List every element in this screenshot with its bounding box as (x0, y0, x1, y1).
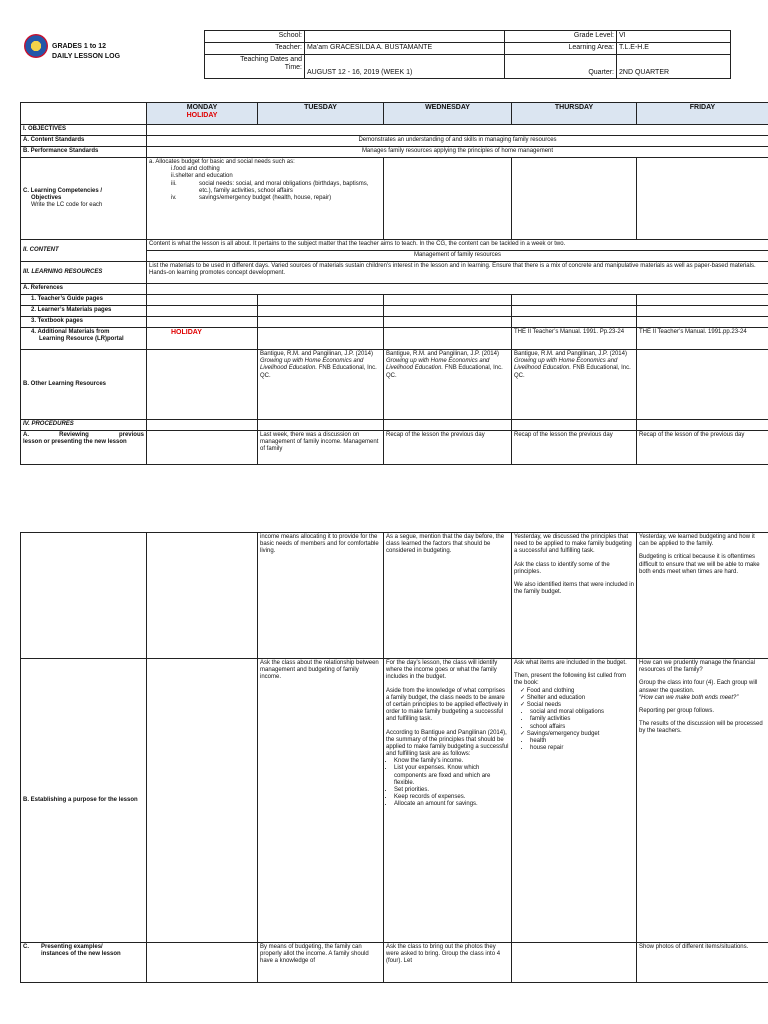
additional-thursday: THE II Teacher’s Manual. 1991. Pp.23-24 (512, 328, 637, 350)
presenting-examples-label (21, 943, 147, 983)
budget-item-food: ✓ Food and clothing (520, 687, 575, 694)
competency-iii-text: social needs: social, and moral obligations (birthdays, baptisms, etc.), family activities, school affairs (199, 180, 369, 194)
purpose-fri-para-2: Group the class into four (4). Each group will answer the question. (639, 680, 758, 694)
tb-wed (384, 317, 512, 328)
additional-monday-holiday: HOLIDAY (147, 328, 258, 350)
school-value (305, 31, 505, 43)
competency-iv-text: savings/emergency budget (health, house, repair) (199, 194, 332, 201)
document-title (52, 42, 120, 62)
competencies-thursday (512, 158, 637, 240)
other-mon (147, 350, 258, 420)
competencies-friday (637, 158, 768, 240)
performance-standards-label: B. Performance Standards (21, 147, 147, 158)
lm-tue (258, 306, 384, 317)
review-friday: Recap of the lesson of the previous day (637, 431, 768, 465)
principle-item: • Keep records of expenses. (394, 794, 509, 801)
school-label: School: (205, 31, 305, 43)
content-label: II. CONTENT (21, 240, 147, 262)
content-topic: Management of family resources (147, 251, 768, 262)
performance-standards-text: Manages family resources applying the principles of home management (147, 147, 768, 158)
grade-level-value: VI (617, 31, 731, 43)
principle-item: • Know the family’s income. (394, 758, 509, 765)
learning-area-value: T.L.E-H.E (617, 43, 731, 55)
review-thu-para-1: Yesterday, we discussed the principles that need to be applied to make family budgeting a successful and fulfilling task. (514, 534, 632, 555)
title-line-2: DAILY LESSON LOG (52, 53, 121, 61)
reviewing-label (21, 431, 147, 465)
lm-thu (512, 306, 637, 317)
learning-competencies-text (147, 158, 384, 240)
presenting-friday: Show photos of different items/situations. (637, 943, 768, 983)
additional-label-1: 4. Additional Materials from (31, 329, 110, 335)
presenting-text-1: Presenting examples/ (41, 944, 103, 950)
tb-thu (512, 317, 637, 328)
purpose-fri-question: “How can we make both ends meet?” (639, 694, 739, 701)
reviewing-letter: A. (23, 432, 29, 438)
purpose-fri-para-3: Reporting per group follows. (639, 707, 715, 714)
review-tuesday: Last week, there was a discussion on management of family income. Management of family (258, 431, 384, 465)
proc-fri (637, 420, 768, 431)
content-standards-label: A. Content Standards (21, 136, 147, 147)
teacher-label: Teacher: (205, 43, 305, 55)
budget-items-list (514, 688, 634, 710)
other-resources-tuesday (258, 350, 384, 420)
additional-tue (258, 328, 384, 350)
competency-iv (149, 195, 381, 202)
textbook-pages-label: 3. Textbook pages (21, 317, 147, 328)
objectives-blank (147, 125, 768, 136)
learning-resources-text: List the materials to be used in different days. Varied sources of materials sustain children’s interest in the lesson and in learning. Ensure that there is a mix of concrete and manipulative materials as well as paper-based materials. Hands-on learning promotes concept development. (147, 262, 768, 284)
quarter-value: 2ND QUARTER (617, 55, 731, 79)
teachers-guide-label: 1. Teacher’s Guide pages (21, 295, 147, 306)
teaching-dates-label-1: Teaching Dates and (240, 56, 302, 63)
content-description: Content is what the lesson is all about. It pertains to the subject matter that the teacher aims to teach. In the CG, the content can be tackled in a week or two. (147, 240, 768, 251)
principle-item: • List your expenses. Know which components are fixed and which are flexible. (394, 765, 509, 787)
principles-list (386, 758, 509, 808)
presenting-text-2: instances of the new lesson (41, 951, 121, 958)
competencies-label-2: Objectives (31, 194, 62, 201)
competency-ii: ii.shelter and education (171, 173, 233, 180)
budget-item-social: ✓ Social needs (520, 701, 562, 708)
review-mon (147, 431, 258, 465)
purpose-wed-para-1: For the day’s lesson, the class will identify where the income goes or what the family includes in the budget. (386, 660, 498, 681)
lm-fri (637, 306, 768, 317)
content-standards-text: Demonstrates an understanding of and skills in managing family resources (147, 136, 768, 147)
savings-sub-list (514, 738, 634, 752)
presenting-wednesday: Ask the class to bring out the photos they were asked to bring. Group the class into 4 (four). Let (384, 943, 512, 983)
competency-iv-number: iv. (171, 194, 177, 201)
tb-mon (147, 317, 258, 328)
establishing-purpose-label: B. Establishing a purpose for the lesson (21, 659, 147, 943)
lesson-log-table-page-1 (20, 102, 768, 465)
teaching-dates-value: AUGUST 12 - 16, 2019 (WEEK 1) (305, 55, 505, 79)
day-header-thursday: THURSDAY (512, 103, 637, 125)
social-need-item: • school affairs (530, 724, 634, 731)
tb-fri (637, 317, 768, 328)
objectives-label: I. OBJECTIVES (21, 125, 147, 136)
quarter-label: Quarter: (505, 55, 617, 79)
review-fri-para-1: Yesterday, we learned budgeting and how it can be applied to the family. (639, 534, 755, 548)
lesson-log-table-page-2 (20, 532, 768, 983)
other-resources-label: B. Other Learning Resources (21, 350, 147, 420)
corner-cell (21, 103, 147, 125)
citation-title: Growing up with Home Economics and Livelihood Education. (260, 358, 364, 372)
citation-publisher: FNB Educational, Inc. QC. (260, 365, 377, 379)
teaching-dates-label-2: Time: (284, 64, 302, 72)
tg-thu (512, 295, 637, 306)
learning-resources-label: III. LEARNING RESOURCES (21, 262, 147, 284)
continued-label (21, 533, 147, 659)
other-resources-wednesday (384, 350, 512, 420)
purpose-thursday (512, 659, 637, 943)
other-fri (637, 350, 768, 420)
teaching-dates-label (205, 55, 305, 79)
deped-seal-logo (24, 34, 48, 58)
purpose-fri-para-4: The results of the discussion will be processed by the teachers. (639, 721, 763, 735)
title-line-1: GRADES 1 to 12 (52, 43, 107, 50)
other-resources-thursday (512, 350, 637, 420)
teacher-value: Ma’am GRACESILDA A. BUSTAMANTE (305, 43, 505, 55)
tb-tue (258, 317, 384, 328)
references-blank (147, 284, 768, 295)
review-fri-para-2: Budgeting is critical because it is oftentimes difficult to ensure that we will be able to make both ends meet when times are hard. (639, 554, 760, 575)
competency-iii-number: iii. (171, 180, 177, 187)
day-header-monday (147, 103, 258, 125)
review-thu-para-2: Ask the class to identify some of the principles. (514, 561, 610, 575)
lm-wed (384, 306, 512, 317)
day-header-friday: FRIDAY (637, 103, 768, 125)
continued-mon (147, 533, 258, 659)
review-friday-continued (637, 533, 768, 659)
purpose-wed-para-3: According to Bantigue and Pangilinan (2014), the summary of the principles that should be applied to make family budgeting a successful and fulfilling task are as follows: (386, 729, 509, 758)
principle-item: • Allocate an amount for savings. (394, 801, 509, 808)
savings-item: • house repair (530, 745, 634, 752)
additional-wed (384, 328, 512, 350)
citation-authors: Bantigue, R.M. and Pangilinan, J.P. (2014) (386, 351, 499, 357)
presenting-tuesday: By means of budgeting, the family can properly allot the income. A family should have a knowledge of (258, 943, 384, 983)
budget-item-savings: ✓ Savings/emergency budget (520, 730, 600, 737)
tg-tue (258, 295, 384, 306)
references-label: A. References (21, 284, 147, 295)
budget-item-shelter: ✓ Shelter and education (520, 694, 586, 701)
header-info-table (204, 30, 731, 79)
review-wednesday: Recap of the lesson the previous day (384, 431, 512, 465)
lm-mon (147, 306, 258, 317)
purpose-thu-para-1: Ask what items are included in the budget. (514, 660, 627, 666)
proc-mon (147, 420, 258, 431)
day-header-tuesday: TUESDAY (258, 103, 384, 125)
savings-item: • health (530, 738, 634, 745)
reviewing-word: Reviewing (59, 432, 89, 438)
additional-materials-label (21, 328, 147, 350)
citation-title: Growing up with Home Economics and Livelihood Education. (514, 358, 618, 372)
review-thu-para-3: We also identified items that were included in the family budget. (514, 581, 634, 596)
monday-label: MONDAY (186, 104, 218, 111)
tg-mon (147, 295, 258, 306)
competency-i: i.food and clothing (171, 166, 220, 173)
procedures-label: IV. PROCEDURES (21, 420, 147, 431)
reviewing-label-line-1 (23, 432, 144, 439)
presenting-label-line-1 (23, 944, 144, 951)
purpose-friday (637, 659, 768, 943)
previous-word: previous (118, 432, 144, 438)
tg-fri (637, 295, 768, 306)
review-tuesday-continued: income means allocating it to provide for the basic needs of members and for comfortable living. (258, 533, 384, 659)
citation-authors: Bantigue, R.M. and Pangilinan, J.P. (2014) (260, 351, 373, 357)
proc-tue (258, 420, 384, 431)
competencies-wednesday (384, 158, 512, 240)
reviewing-label-line-2: lesson or presenting the new lesson (23, 439, 127, 446)
social-needs-list (514, 709, 634, 731)
principle-item: • Set priorities. (394, 787, 509, 794)
presenting-thu (512, 943, 637, 983)
additional-friday: THE II Teacher’s Manual. 1991.pp.23-24 (637, 328, 768, 350)
social-need-item: • social and moral obligations (530, 709, 634, 716)
learning-competencies-label (21, 158, 147, 240)
review-thursday: Recap of the lesson the previous day (512, 431, 637, 465)
review-thursday-continued (512, 533, 637, 659)
citation-publisher: FNB Educational, Inc. QC. (386, 365, 503, 379)
review-wednesday-continued: As a segue, mention that the day before, the class learned the factors that should be considered in budgeting. (384, 533, 512, 659)
competency-iii (149, 181, 381, 195)
purpose-wed-para-2: Aside from the knowledge of what comprises a family budget, the class needs to be aware of certain principles to be applied effectively in order to make family budgeting a successful and fulfilling task. (386, 687, 509, 723)
day-header-wednesday: WEDNESDAY (384, 103, 512, 125)
citation-authors: Bantigue, R.M. and Pangilinan, J.P. (2014) (514, 351, 627, 357)
proc-wed (384, 420, 512, 431)
social-need-item: • family activities (530, 716, 634, 723)
competencies-label-1: C. Learning Competencies / (23, 187, 103, 194)
grade-level-label: Grade Level: (505, 31, 617, 43)
savings-list (514, 731, 634, 738)
learners-materials-label: 2. Learner’s Materials pages (21, 306, 147, 317)
presenting-letter: C. (23, 944, 29, 950)
proc-thu (512, 420, 637, 431)
competency-a: a. Allocates budget for basic and social needs such as: (149, 159, 295, 165)
tg-wed (384, 295, 512, 306)
presenting-mon (147, 943, 258, 983)
citation-publisher: FNB Educational, Inc. QC. (514, 365, 631, 379)
purpose-fri-para-1: How can we prudently manage the financial resources of the family? (639, 660, 756, 674)
purpose-wednesday (384, 659, 512, 943)
learning-area-label: Learning Area: (505, 43, 617, 55)
purpose-mon (147, 659, 258, 943)
purpose-thu-para-2: Then, present the following list culled from the book: (514, 673, 627, 687)
monday-holiday-note: HOLIDAY (186, 112, 218, 120)
citation-title: Growing up with Home Economics and Livelihood Education. (386, 358, 490, 372)
purpose-tuesday: Ask the class about the relationship between management and budgeting of family income. (258, 659, 384, 943)
competencies-label-3: Write the LC code for each (31, 202, 103, 209)
additional-label-2: Learning Resource (LR)portal (39, 336, 124, 343)
